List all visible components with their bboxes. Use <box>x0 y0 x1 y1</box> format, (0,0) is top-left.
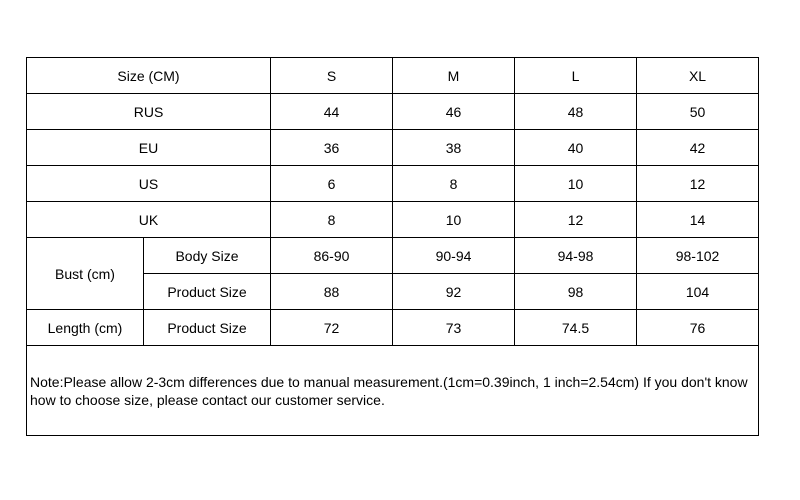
table-cell: 74.5 <box>515 310 637 346</box>
table-cell: 98 <box>515 274 637 310</box>
note-row <box>27 346 759 436</box>
eu-row <box>27 130 759 166</box>
table-cell: 42 <box>637 130 759 166</box>
table-cell: 12 <box>637 166 759 202</box>
uk-row <box>27 202 759 238</box>
table-cell: 88 <box>271 274 393 310</box>
row-label: US <box>27 166 271 202</box>
table-cell: 72 <box>271 310 393 346</box>
length-label: Length (cm) <box>27 310 144 346</box>
size-l-header: L <box>515 58 637 94</box>
size-chart-table <box>26 57 759 436</box>
table-cell: 36 <box>271 130 393 166</box>
table-cell: 86-90 <box>271 238 393 274</box>
rus-row <box>27 94 759 130</box>
table-cell: 8 <box>271 202 393 238</box>
table-cell: 73 <box>393 310 515 346</box>
table-cell: 50 <box>637 94 759 130</box>
table-cell: 90-94 <box>393 238 515 274</box>
table-cell: 38 <box>393 130 515 166</box>
row-label: RUS <box>27 94 271 130</box>
table-cell: 92 <box>393 274 515 310</box>
row-label: EU <box>27 130 271 166</box>
header-label: Size (CM) <box>27 58 271 94</box>
row-label: UK <box>27 202 271 238</box>
table-cell: 98-102 <box>637 238 759 274</box>
table-cell: 12 <box>515 202 637 238</box>
bust-label: Bust (cm) <box>27 238 144 310</box>
us-row <box>27 166 759 202</box>
table-cell: 48 <box>515 94 637 130</box>
product-size-label: Product Size <box>144 274 271 310</box>
size-s-header: S <box>271 58 393 94</box>
table-cell: 46 <box>393 94 515 130</box>
table-cell: 6 <box>271 166 393 202</box>
bust-body-row <box>27 238 759 274</box>
size-m-header: M <box>393 58 515 94</box>
header-row <box>27 58 759 94</box>
table-cell: 10 <box>515 166 637 202</box>
table-cell: 10 <box>393 202 515 238</box>
length-row <box>27 310 759 346</box>
product-size-label: Product Size <box>144 310 271 346</box>
table-cell: 8 <box>393 166 515 202</box>
table-cell: 14 <box>637 202 759 238</box>
size-xl-header: XL <box>637 58 759 94</box>
table-cell: 76 <box>637 310 759 346</box>
table-cell: 44 <box>271 94 393 130</box>
table-cell: 104 <box>637 274 759 310</box>
note-text: Note:Please allow 2-3cm differences due to manual measurement.(1cm=0.39inch, 1 inch=2.54cm) If you don't know how to choose size, please contact our customer service. <box>27 346 759 436</box>
table-cell: 94-98 <box>515 238 637 274</box>
table-cell: 40 <box>515 130 637 166</box>
body-size-label: Body Size <box>144 238 271 274</box>
